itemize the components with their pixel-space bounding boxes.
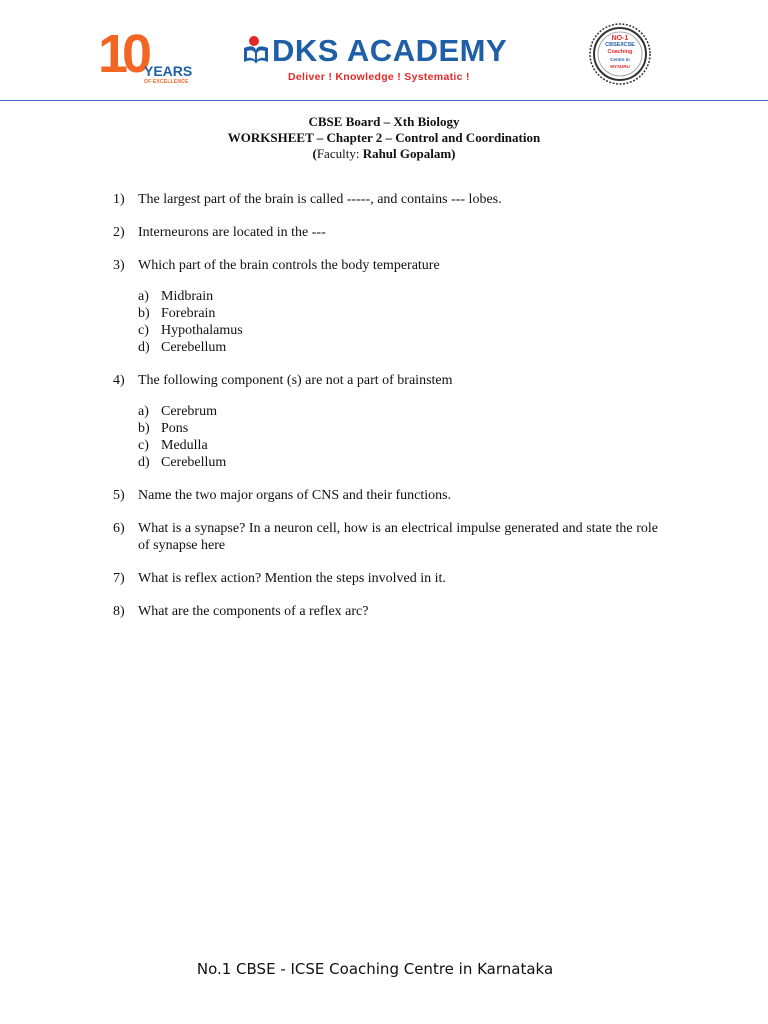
option-letter: c) bbox=[138, 323, 149, 338]
question-list bbox=[113, 191, 658, 636]
question-item bbox=[113, 372, 658, 471]
question-item bbox=[113, 257, 658, 356]
option-list bbox=[138, 288, 658, 356]
option-letter: a) bbox=[138, 289, 149, 304]
ten-years-digits: 10 bbox=[98, 24, 147, 84]
brand-tagline: Deliver ! Knowledge ! Systematic ! bbox=[288, 71, 470, 83]
question-item bbox=[113, 487, 658, 504]
option-text: Cerebellum bbox=[161, 455, 227, 470]
option-text: Pons bbox=[161, 421, 189, 436]
option-item bbox=[138, 420, 658, 437]
option-letter: b) bbox=[138, 421, 150, 436]
question-text: What are the components of a reflex arc? bbox=[138, 604, 369, 619]
question-number: 1) bbox=[113, 192, 125, 207]
seal-line-2: CBSE/ICSE bbox=[605, 42, 635, 48]
option-item bbox=[138, 322, 658, 339]
option-letter: a) bbox=[138, 404, 149, 419]
seal-line-1: NO-1 bbox=[611, 35, 629, 42]
option-item bbox=[138, 339, 658, 356]
ten-years-word: YEARS bbox=[144, 63, 193, 79]
option-text: Cerebellum bbox=[161, 340, 227, 355]
faculty-label: Faculty: bbox=[316, 146, 363, 161]
dks-academy-logo bbox=[240, 32, 552, 88]
ten-years-tagline: OF EXCELLENCE bbox=[144, 79, 189, 85]
seal-line-5: MYSURU bbox=[610, 64, 630, 69]
question-text: Which part of the brain controls the body temperature bbox=[138, 258, 440, 273]
option-text: Midbrain bbox=[161, 289, 214, 304]
question-text: What is a synapse? In a neuron cell, how is an electrical impulse generated and state the role of synapse here bbox=[138, 521, 658, 553]
faculty-name: Rahul Gopalam) bbox=[362, 146, 456, 161]
question-text: The largest part of the brain is called -----, and contains --- lobes. bbox=[138, 192, 502, 207]
question-number: 3) bbox=[113, 258, 125, 273]
option-letter: d) bbox=[138, 455, 150, 470]
question-number: 5) bbox=[113, 488, 125, 503]
option-letter: c) bbox=[138, 438, 149, 453]
option-list bbox=[138, 403, 658, 471]
option-item bbox=[138, 403, 658, 420]
option-item bbox=[138, 454, 658, 471]
question-item bbox=[113, 224, 658, 241]
question-item bbox=[113, 570, 658, 587]
faculty-open-paren: ( bbox=[312, 146, 317, 161]
question-text: What is reflex action? Mention the steps involved in it. bbox=[138, 571, 446, 586]
question-number: 6) bbox=[113, 521, 125, 536]
option-item bbox=[138, 288, 658, 305]
question-number: 7) bbox=[113, 571, 125, 586]
faculty-line bbox=[0, 146, 768, 162]
option-item bbox=[138, 437, 658, 454]
question-text: Name the two major organs of CNS and their functions. bbox=[138, 488, 452, 503]
worksheet-title: WORKSHEET – Chapter 2 – Control and Coordination bbox=[227, 130, 541, 145]
question-number: 8) bbox=[113, 604, 125, 619]
no1-seal bbox=[587, 23, 653, 85]
question-item bbox=[113, 520, 658, 554]
option-text: Forebrain bbox=[161, 306, 216, 321]
option-text: Medulla bbox=[161, 438, 208, 453]
page-header bbox=[0, 0, 768, 100]
seal-text bbox=[587, 35, 653, 70]
question-text: The following component (s) are not a part of brainstem bbox=[138, 373, 453, 388]
question-number: 2) bbox=[113, 225, 125, 240]
worksheet-title-block bbox=[0, 114, 768, 162]
question-number: 4) bbox=[113, 373, 125, 388]
dks-book-icon bbox=[240, 34, 272, 66]
option-text: Cerebrum bbox=[161, 404, 217, 419]
option-item bbox=[138, 305, 658, 322]
seal-line-3: Coaching bbox=[607, 49, 633, 55]
course-title: CBSE Board – Xth Biology bbox=[308, 114, 460, 129]
page-footer: No.1 CBSE - ICSE Coaching Centre in Karnataka bbox=[196, 960, 554, 978]
option-letter: d) bbox=[138, 340, 150, 355]
question-text: Interneurons are located in the --- bbox=[138, 225, 326, 240]
option-letter: b) bbox=[138, 306, 150, 321]
question-item bbox=[113, 191, 658, 208]
ten-years-logo bbox=[98, 24, 193, 86]
header-divider bbox=[0, 100, 768, 101]
option-text: Hypothalamus bbox=[161, 323, 243, 338]
seal-line-4: Centre in bbox=[610, 57, 630, 62]
question-item bbox=[113, 603, 658, 620]
brand-name: DKS ACADEMY bbox=[272, 33, 508, 68]
